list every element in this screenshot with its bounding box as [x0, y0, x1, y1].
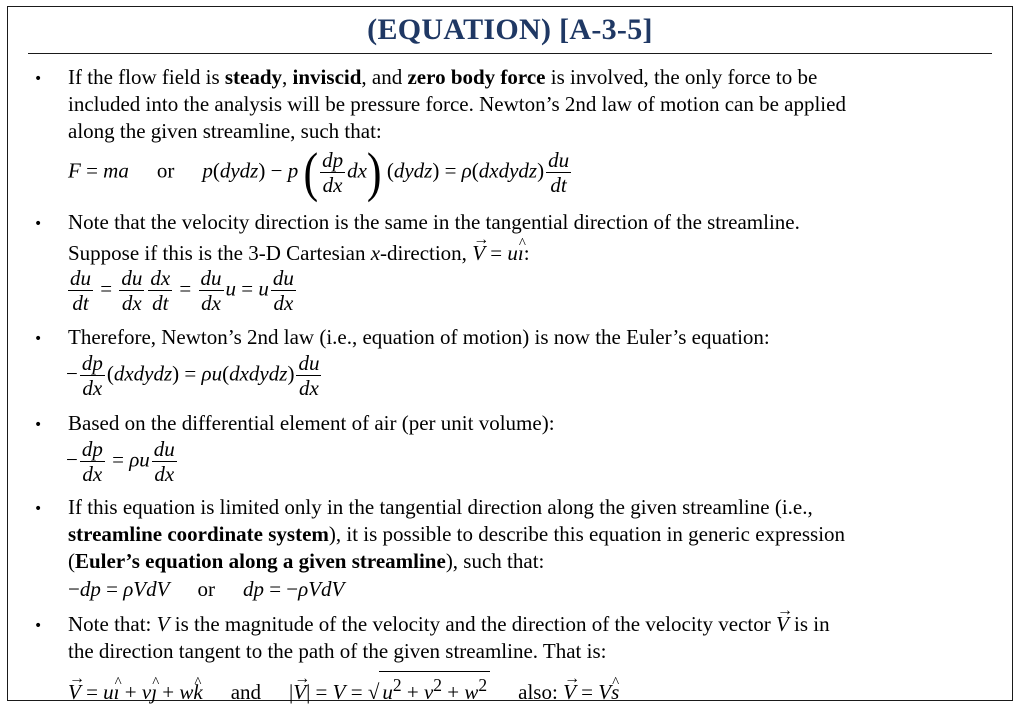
equation-chain-rule: $\frac{du}{dt}$ = $\frac{du}{dx}$ $\frac{dx}{dt}$ = $\frac{du}{dx}$ u = u $\frac{du}{dx}$ — [70, 266, 294, 315]
equation-velocity-vector: → V = u^ ı + v^ ȷ + w^ k and |→ V| = V = √ $u^2 + v^2 + w^2$ also: → V = V^ s — [68, 671, 619, 706]
bullet1-line3: along the given streamline, such that: — [68, 119, 382, 143]
bullet: • — [34, 216, 43, 232]
bullet3-line1: Therefore, Newton’s 2nd law (i.e., equation of motion) is now the Euler’s equation: — [68, 325, 770, 349]
equation-per-unit-volume: − $\frac{dp}{dx}$ = ρu $\frac{du}{dx}$ — [66, 437, 175, 486]
term-steady: steady — [224, 65, 283, 89]
bullet5-line3: (Euler’s equation along a given streamline), such that: — [68, 549, 545, 573]
equation-euler-element: − $\frac{dp}{dx}$ (dxdydz) = ρu(dxdydz) $\frac{du}{dx}$ — [66, 351, 320, 400]
equation-newton-law: F = ma or p(dydz) − p ( $\frac{dp}{dx}$ dx) (dydz) = ρ(dxdydz) $\frac{du}{dt}$ — [68, 141, 570, 203]
term-streamline-coordinate-system: streamline coordinate system — [68, 522, 329, 546]
bullet: • — [34, 417, 43, 433]
content-frame — [7, 6, 1013, 704]
bullet: • — [34, 71, 43, 87]
bullet: • — [34, 618, 43, 634]
bullet: • — [34, 501, 43, 517]
bullet1-line2: included into the analysis will be pressure force. Newton’s 2nd law of motion can be applied — [68, 92, 846, 116]
title-divider — [28, 53, 992, 54]
bullet6-line2: the direction tangent to the path of the given streamline. That is: — [68, 639, 607, 663]
bullet: • — [34, 331, 43, 347]
bullet4-line1: Based on the differential element of air (per unit volume): — [68, 411, 555, 435]
term-euler-equation-streamline: Euler’s equation along a given streamline — [75, 549, 446, 573]
bullet1-line1: If the flow field is steady, inviscid, and zero body force is involved, the only force to be — [68, 65, 818, 89]
bullet2-line1: Note that the velocity direction is the same in the tangential direction of the streamline. — [68, 210, 800, 234]
page-title: (EQUATION) [A-3-5] — [367, 13, 653, 46]
term-inviscid: inviscid — [292, 65, 362, 89]
bullet5-line2: streamline coordinate system), it is possible to describe this equation in generic expression — [68, 522, 846, 546]
equation-euler-streamline: −dp = ρVdV or dp = −ρVdV — [68, 577, 345, 601]
term-zero-body-force: zero body force — [407, 65, 546, 89]
bullet5-line1: If this equation is limited only in the tangential direction along the given streamline (i.e., — [68, 495, 813, 519]
bullet6-line1: Note that: V is the magnitude of the velocity and the direction of the velocity vector → V is in — [68, 611, 830, 638]
bullet2-line2: Suppose if this is the 3-D Cartesian x-direction, → V = u^ ı: — [68, 240, 530, 267]
